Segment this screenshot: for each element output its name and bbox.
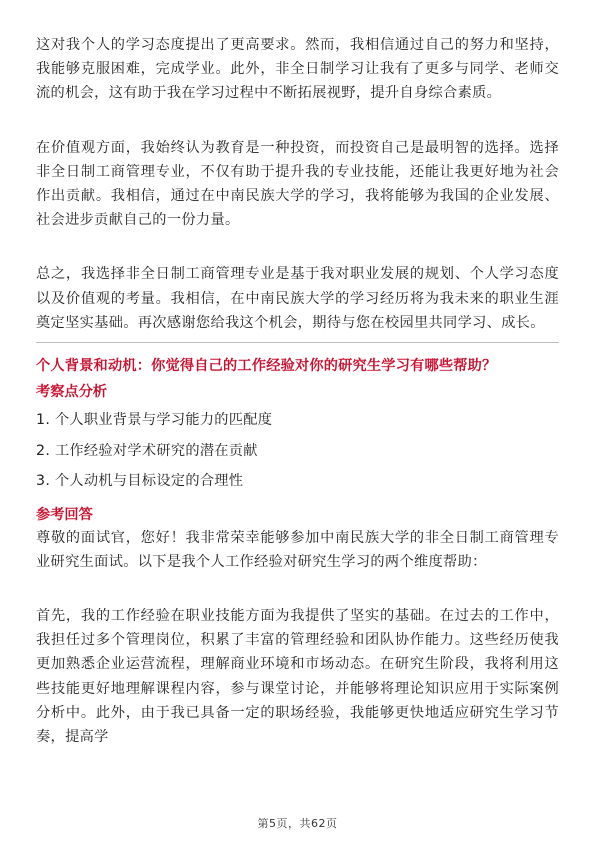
analysis-point-2: 2. 工作经验对学术研究的潜在贡献: [36, 442, 258, 459]
paragraph-gap: [36, 232, 559, 262]
analysis-heading: 考察点分析: [36, 384, 107, 401]
analysis-point-3: 3. 个人动机与目标设定的合理性: [36, 473, 244, 490]
paragraph-gap: [36, 574, 559, 604]
analysis-list: [36, 405, 559, 497]
page-number: 第5页，共62页: [257, 817, 338, 830]
section-divider: [36, 342, 559, 343]
intro-paragraph-1: 这对我个人的学习态度提出了更高要求。然而，我相信通过自己的努力和坚持，我能够克服困难，完成学业。此外，非全日制学习让我有了更多与同学、老师交流的机会，这有助于我在学习过程中不断拓展视野，提升自身综合素质。: [36, 37, 559, 102]
answer-paragraph-2: 首先，我的工作经验在职业技能方面为我提供了坚实的基础。在过去的工作中，我担任过多个管理岗位，积累了丰富的管理经验和团队协作能力。这些经历使我更加熟悉企业运营流程，理解商业环境和市场动态。在研究生阶段，我将利用这些技能更好地理解课程内容，参与课堂讨论，并能够将理论知识应用于实际案例分析中。此外，由于我已具备一定的职场经验，我能够更快地适应研究生学习节奏，提高学: [36, 607, 559, 745]
interview-question: 个人背景和动机：你觉得自己的工作经验对你的研究生学习有哪些帮助？: [36, 358, 497, 375]
page-content: [36, 33, 559, 749]
answer-paragraph-1: 尊敬的面试官，您好！我非常荣幸能够参加中南民族大学的非全日制工商管理专业研究生面试。以下是我个人工作经验对研究生学习的两个维度帮助：: [36, 529, 559, 570]
intro-paragraph-2: 在价值观方面，我始终认为教育是一种投资，而投资自己是最明智的选择。选择非全日制工商管理专业，不仅有助于提升我的专业技能，还能让我更好地为社会作出贡献。我相信，通过在中南民族大学的学习，我将能够为我国的企业发展、社会进步贡献自己的一份力量。: [36, 139, 559, 229]
analysis-point-1: 1. 个人职业背景与学习能力的匹配度: [36, 412, 273, 429]
paragraph-gap: [36, 106, 559, 136]
answer-heading: 参考回答: [36, 506, 93, 523]
intro-paragraph-3: 总之，我选择非全日制工商管理专业是基于我对职业发展的规划、个人学习态度以及价值观的考量。我相信，在中南民族大学的学习经历将为我未来的职业生涯奠定坚实基础。再次感谢您给我这个机会，期待与您在校园里共同学习、成长。: [36, 266, 559, 331]
